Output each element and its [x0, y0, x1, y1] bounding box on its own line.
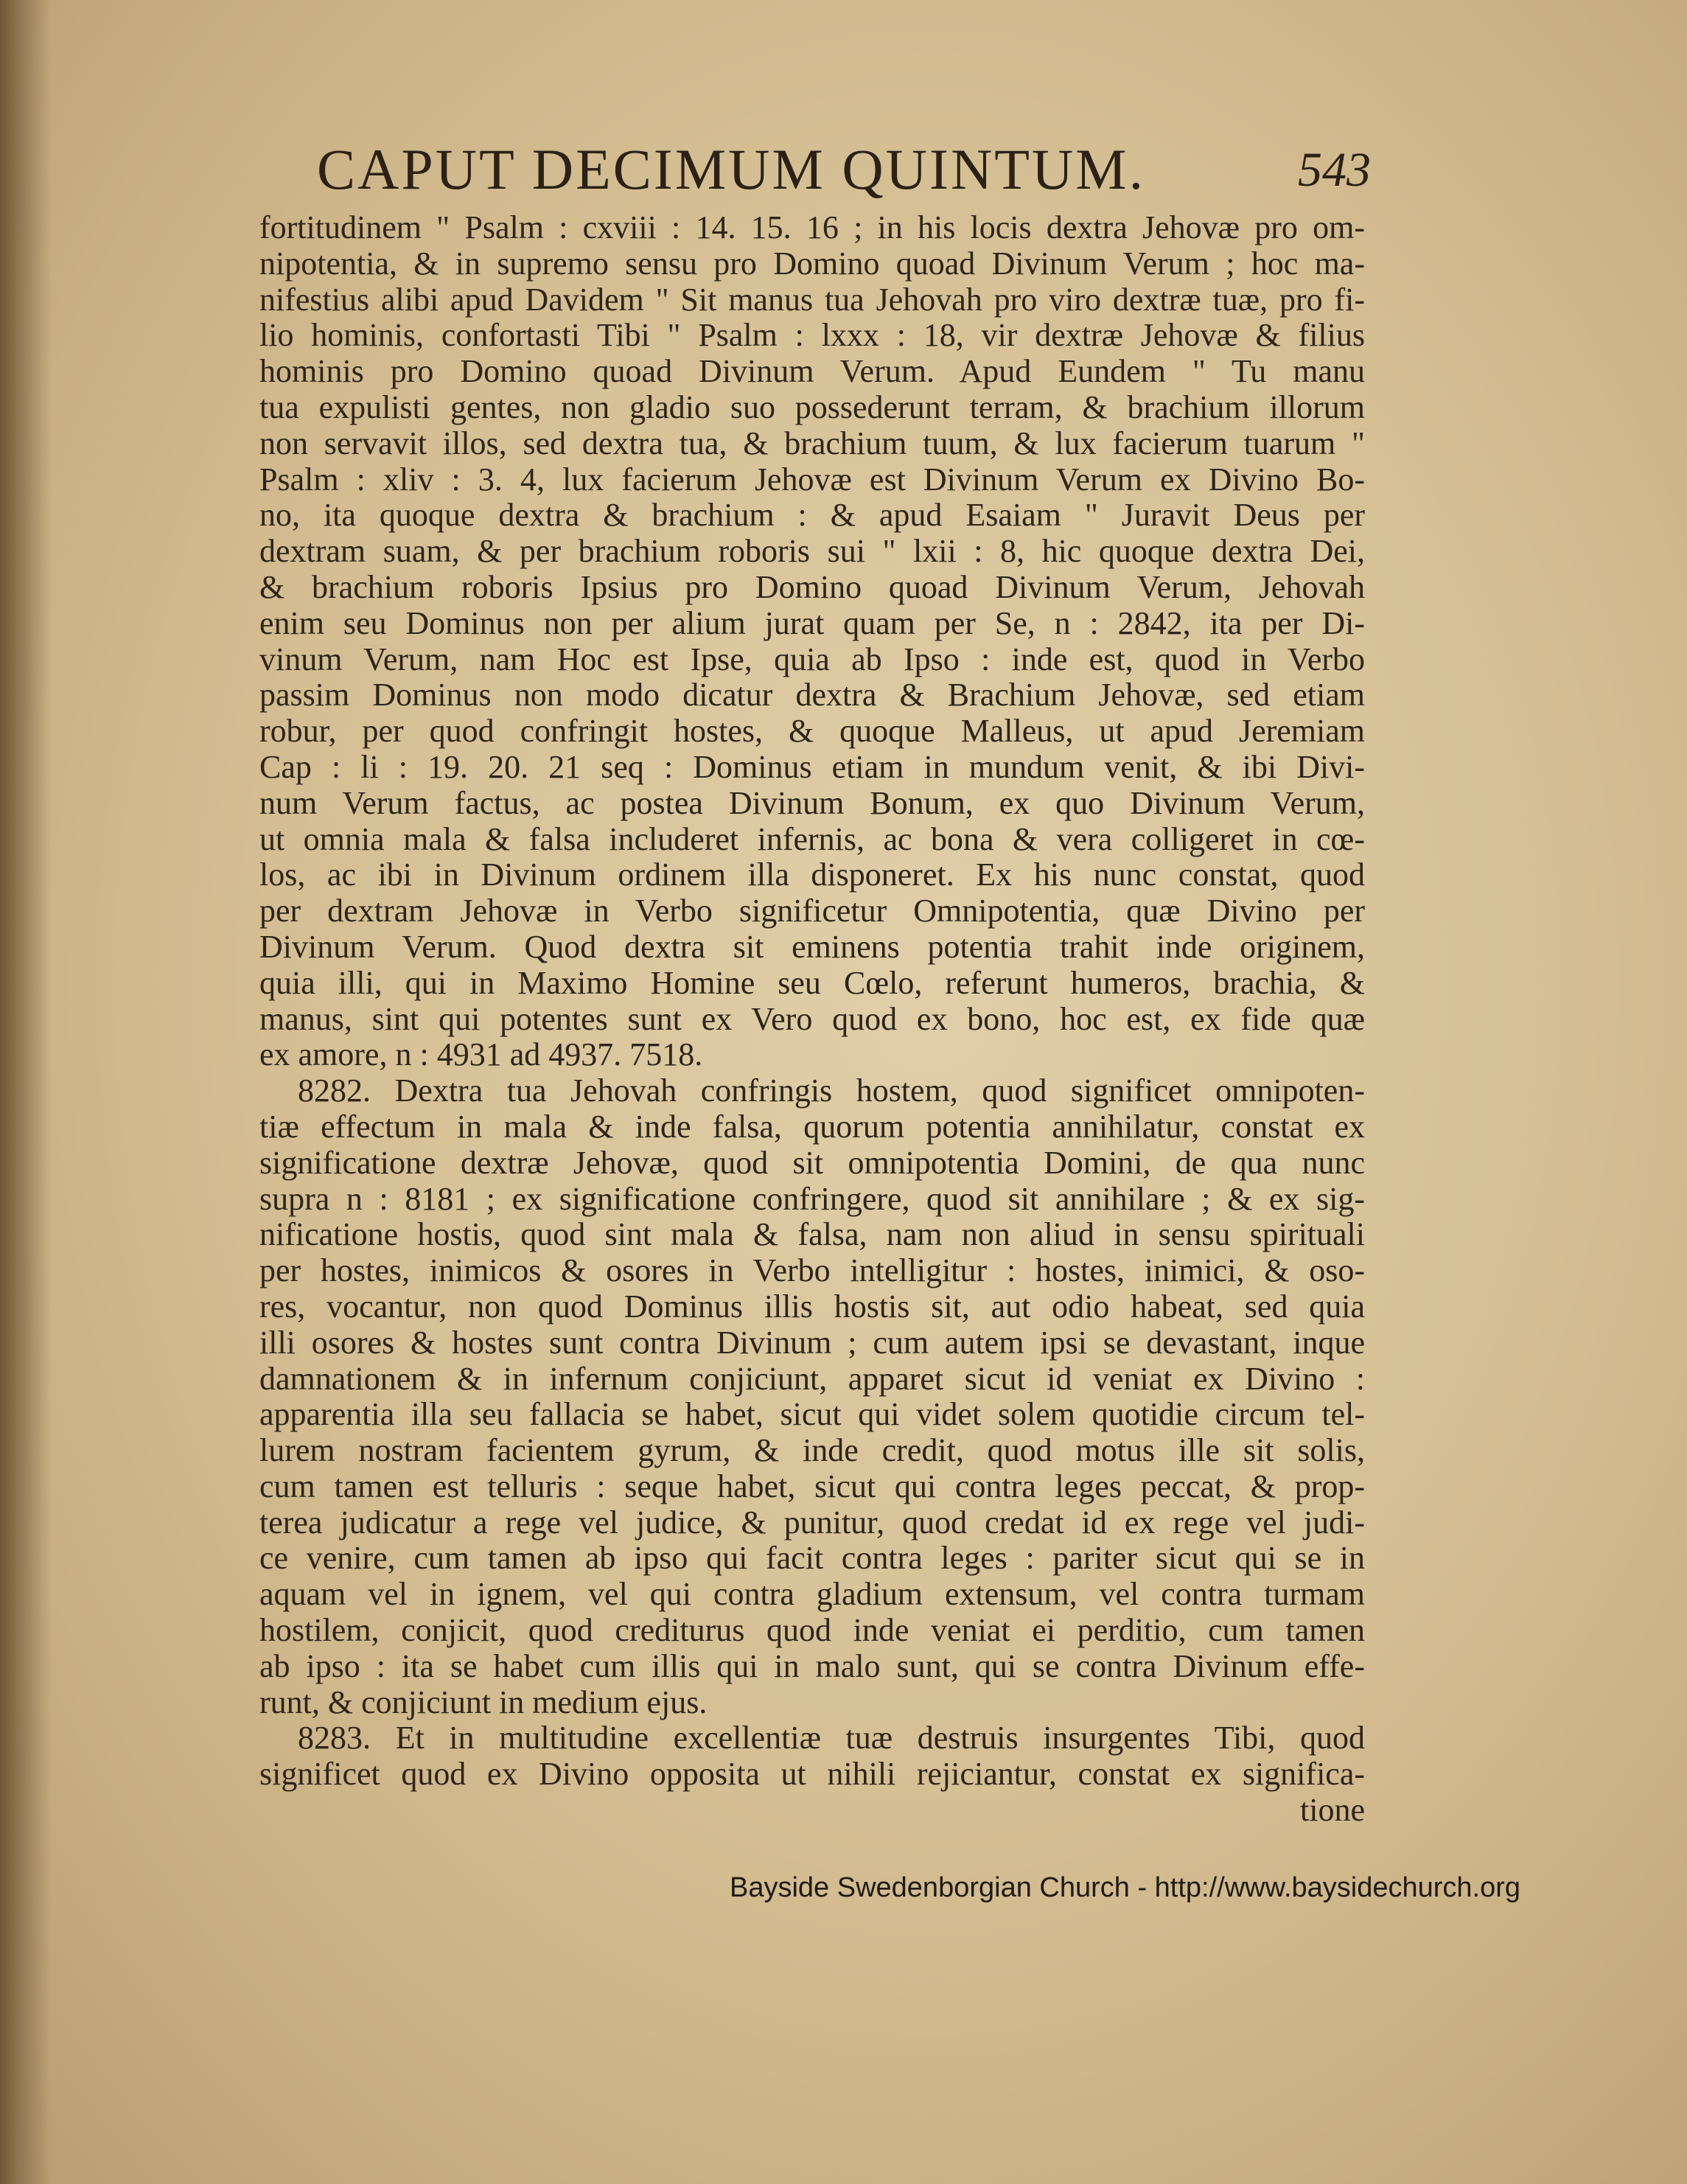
text-line: illi osores & hostes sunt contra Divinum ; cum autem ipsi se devastant, inque [259, 1324, 1365, 1361]
text-line: terea judicatur a rege vel judice, & punitur, quod credat id ex rege vel judi- [259, 1504, 1365, 1541]
paragraph-start-8283: 8283. Et in multitudine excellentiæ tuæ destruis insurgentes Tibi, quod [298, 1720, 1365, 1756]
text-line: quia illi, qui in Maximo Homine seu Cœlo, referunt humeros, brachia, & [259, 964, 1365, 1001]
running-head: CAPUT DECIMUM QUINTUM. [317, 137, 1146, 201]
text-line: manus, sint qui potentes sunt ex Vero quod ex bono, hoc est, ex fide quæ [259, 1000, 1365, 1037]
text-line: enim seu Dominus non per alium jurat quam per Se, n : 2842, ita per Di- [259, 604, 1365, 641]
text-line: num Verum factus, ac postea Divinum Bonum, ex quo Divinum Verum, [259, 784, 1365, 821]
text-line: hostilem, conjicit, quod crediturus quod inde veniat ei perditio, cum tamen [259, 1612, 1365, 1649]
text-line: ex amore, n : 4931 ad 4937. 7518. [259, 1036, 703, 1073]
text-line: tua expulisti gentes, non gladio suo possederunt terram, & brachium illorum [259, 388, 1365, 425]
text-line: Divinum Verum. Quod dextra sit eminens potentia trahit inde originem, [259, 928, 1365, 965]
text-line: tiæ effectum in mala & inde falsa, quorum potentia annihilatur, constat ex [259, 1108, 1365, 1145]
text-line: hominis pro Domino quoad Divinum Verum. Apud Eundem " Tu manu [259, 353, 1365, 390]
text-line: per dextram Jehovæ in Verbo significetur Omnipotentia, quæ Divino per [259, 893, 1365, 929]
catchword: tione [1300, 1792, 1365, 1829]
page-number: 543 [1298, 143, 1371, 197]
footer-credit: Bayside Swedenborgian Church - http://www.baysidechurch.org [730, 1872, 1521, 1903]
text-line: & brachium roboris Ipsius pro Domino quoad Divinum Verum, Jehovah [259, 568, 1365, 605]
text-line: significatione dextræ Jehovæ, quod sit omnipotentia Domini, de qua nunc [259, 1144, 1365, 1181]
text-line: ab ipso : ita se habet cum illis qui in malo sunt, qui se contra Divinum effe- [259, 1647, 1365, 1684]
text-line: lio hominis, confortasti Tibi " Psalm : lxxx : 18, vir dextræ Jehovæ & filius [259, 317, 1365, 354]
text-line: fortitudinem " Psalm : cxviii : 14. 15. 16 ; in his locis dextra Jehovæ pro om- [259, 209, 1365, 245]
text-line: per hostes, inimicos & osores in Verbo intelligitur : hostes, inimici, & oso- [259, 1252, 1365, 1289]
text-line: Cap : li : 19. 20. 21 seq : Dominus etiam in mundum venit, & ibi Divi- [259, 748, 1365, 785]
text-line: no, ita quoque dextra & brachium : & apud Esaiam " Juravit Deus per [259, 497, 1365, 534]
text-line: passim Dominus non modo dicatur dextra & Brachium Jehovæ, sed etiam [259, 677, 1365, 714]
text-line: significet quod ex Divino opposita ut nihili rejiciantur, constat ex significa- [259, 1756, 1365, 1793]
text-line: aquam vel in ignem, vel qui contra gladium extensum, vel contra turmam [259, 1576, 1365, 1613]
book-gutter-shadow [0, 0, 52, 2184]
text-line: res, vocantur, non quod Dominus illis hostis sit, aut odio habeat, sed quia [259, 1288, 1365, 1325]
text-line: supra n : 8181 ; ex significatione confringere, quod sit annihilare ; & ex sig- [259, 1180, 1365, 1217]
text-line: nipotentia, & in supremo sensu pro Domino quoad Divinum Verum ; hoc ma- [259, 245, 1365, 282]
text-line: non servavit illos, sed dextra tua, & brachium tuum, & lux facierum tuarum " [259, 425, 1365, 461]
text-line: apparentia illa seu fallacia se habet, sicut qui videt solem quotidie circum tel- [259, 1396, 1365, 1433]
text-line: nifestius alibi apud Davidem " Sit manus tua Jehovah pro viro dextræ tuæ, pro fi- [259, 281, 1365, 318]
text-line: ce venire, cum tamen ab ipso qui facit contra leges : pariter sicut qui se in [259, 1540, 1365, 1577]
text-line: robur, per quod confringit hostes, & quoque Malleus, ut apud Jeremiam [259, 713, 1365, 750]
paragraph-start-8282: 8282. Dextra tua Jehovah confringis hostem, quod significet omnipoten- [298, 1072, 1365, 1109]
text-line: cum tamen est telluris : seque habet, sicut qui contra leges peccat, & prop- [259, 1468, 1365, 1504]
text-line: Psalm : xliv : 3. 4, lux facierum Jehovæ est Divinum Verum ex Divino Bo- [259, 461, 1365, 498]
page-header [317, 136, 1371, 217]
text-line: runt, & conjiciunt in medium ejus. [259, 1684, 708, 1720]
text-line: ut omnia mala & falsa includeret infernis, ac bona & vera colligeret in cœ- [259, 820, 1365, 857]
text-line: damnationem & in infernum conjiciunt, apparet sicut id veniat ex Divino : [259, 1360, 1365, 1397]
body-text [259, 210, 1365, 1876]
text-line: dextram suam, & per brachium roboris sui " lxii : 8, hic quoque dextra Dei, [259, 533, 1365, 570]
text-line: vinum Verum, nam Hoc est Ipse, quia ab Ipso : inde est, quod in Verbo [259, 641, 1365, 677]
text-line: nificatione hostis, quod sint mala & falsa, nam non aliud in sensu spirituali [259, 1216, 1365, 1253]
text-line: lurem nostram facientem gyrum, & inde credit, quod motus ille sit solis, [259, 1432, 1365, 1469]
text-line: los, ac ibi in Divinum ordinem illa disponeret. Ex his nunc constat, quod [259, 856, 1365, 893]
